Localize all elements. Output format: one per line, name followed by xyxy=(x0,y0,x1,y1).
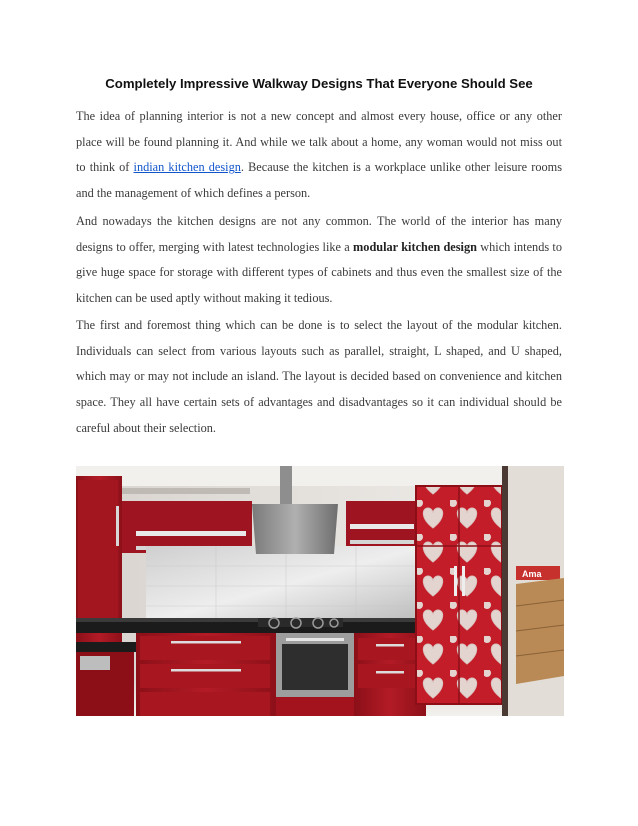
paragraph-1 xyxy=(76,104,562,207)
indian-kitchen-design-link[interactable]: indian kitchen design xyxy=(133,160,241,175)
showroom-sign-text: Ama xyxy=(522,569,542,579)
paragraph-1-text-b: . Because the kitchen is a workplace unlike other leisure rooms and the management of which defines a person. xyxy=(76,160,562,201)
modular-kitchen-design-bold: modular kitchen design xyxy=(353,239,477,254)
paragraph-2-text-a: And nowadays the kitchen designs are not any common. The world of the interior has many designs to offer, merging with latest technologies like a xyxy=(76,214,562,254)
paragraph-3: The first and foremost thing which can be done is to select the layout of the modular kitchen. Individuals can select from various layouts such as parallel, straight, L shaped, and U shaped, which may or may not include an island. The layout is decided based on convenience and kitchen space. They all have certain sets of advantages and disadvantages so it can individual should be careful about their selection. xyxy=(76,318,562,435)
kitchen-photo xyxy=(76,466,564,716)
paragraph-2-text-b: which intends to give huge space for storage with different types of cabinets and thus even the smallest size of the kitchen can be used aptly without making it tedious. xyxy=(76,239,562,306)
paragraph-2 xyxy=(76,209,562,312)
document-title: Completely Impressive Walkway Designs That Everyone Should See xyxy=(105,76,533,91)
paragraph-1-text-a: The idea of planning interior is not a new concept and almost every house, office or any other place will be found planning it. And while we talk about a home, any woman would not miss out to think of xyxy=(76,109,562,175)
